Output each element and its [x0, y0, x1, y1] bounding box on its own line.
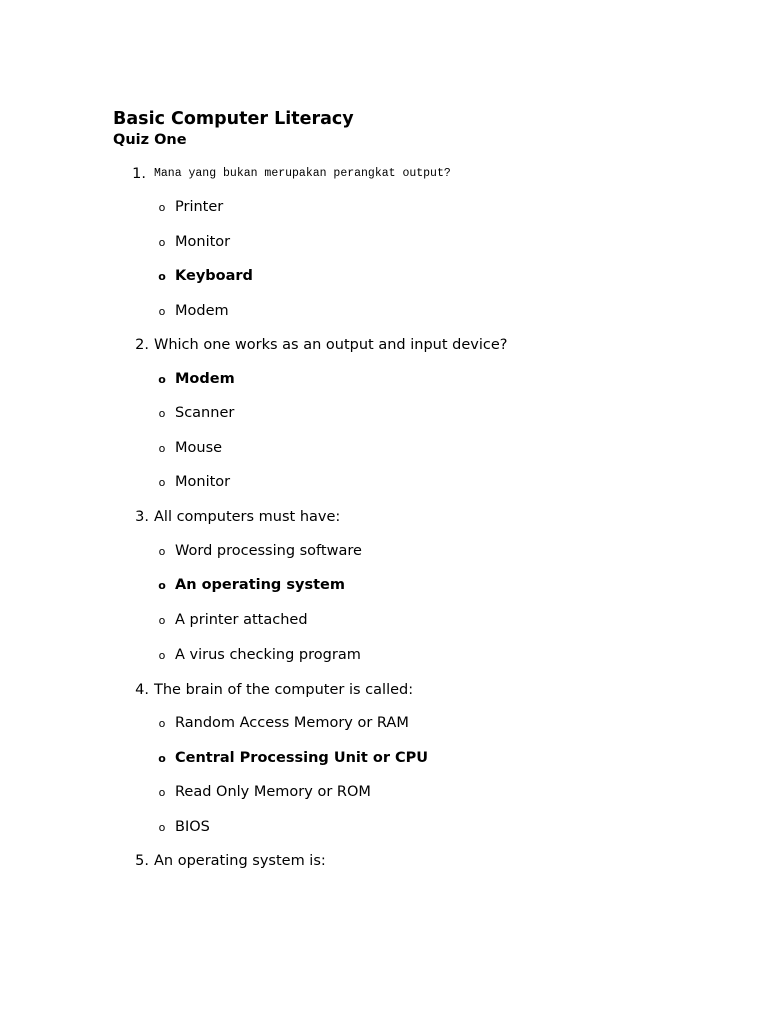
option-bullet: o [158, 305, 166, 318]
answer-option: A printer attached [175, 612, 308, 628]
option-bullet: o [158, 236, 166, 249]
question-text: An operating system is: [154, 853, 326, 869]
option-bullet: o [158, 373, 166, 386]
option-bullet: o [158, 717, 166, 730]
option-bullet: o [158, 407, 166, 420]
answer-option: Random Access Memory or RAM [175, 715, 409, 731]
answer-option: Scanner [175, 405, 235, 421]
answer-option-correct: Modem [175, 371, 235, 387]
answer-option-correct: Central Processing Unit or CPU [175, 750, 429, 766]
question-text: All computers must have: [154, 509, 341, 525]
answer-option: Monitor [175, 474, 231, 490]
answer-option: BIOS [175, 819, 210, 835]
answer-option-correct: Keyboard [175, 268, 253, 284]
option-bullet: o [158, 442, 166, 455]
answer-option: Monitor [175, 234, 231, 250]
answer-option: Word processing software [175, 543, 362, 559]
question-text: Mana yang bukan merupakan perangkat output? [154, 167, 451, 180]
answer-option: Mouse [175, 440, 223, 456]
answer-option-correct: An operating system [175, 577, 345, 593]
question-text: Which one works as an output and input device? [154, 337, 508, 353]
document-title: Basic Computer Literacy [113, 109, 354, 129]
option-bullet: o [158, 476, 166, 489]
answer-option: A virus checking program [175, 647, 361, 663]
option-bullet: o [158, 270, 166, 283]
question-number: 4. [135, 682, 149, 698]
option-bullet: o [158, 786, 166, 799]
option-bullet: o [158, 614, 166, 627]
option-bullet: o [158, 752, 166, 765]
option-bullet: o [158, 201, 166, 214]
question-text: The brain of the computer is called: [154, 682, 414, 698]
option-bullet: o [158, 821, 166, 834]
option-bullet: o [158, 579, 166, 592]
answer-option: Read Only Memory or ROM [175, 784, 371, 800]
question-number: 2. [135, 337, 149, 353]
question-number: 3. [135, 509, 149, 525]
answer-option: Printer [175, 199, 224, 215]
answer-option: Modem [175, 303, 229, 319]
option-bullet: o [158, 649, 166, 662]
document-subtitle: Quiz One [113, 132, 187, 148]
question-number: 1. [132, 166, 146, 182]
option-bullet: o [158, 545, 166, 558]
question-number: 5. [135, 853, 149, 869]
